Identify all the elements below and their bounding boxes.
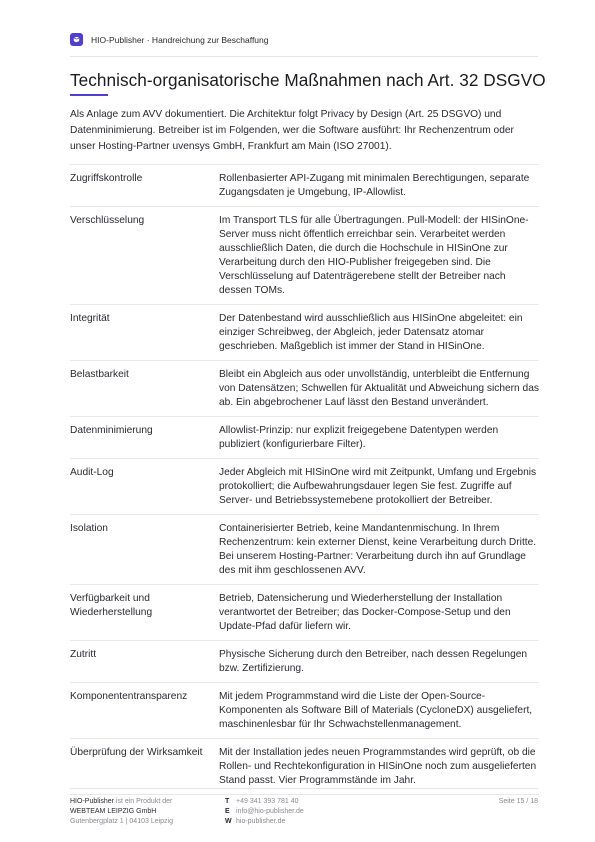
measure-row [70,361,539,417]
page-title: Technisch-organisatorische Maßnahmen nach Art. 32 DSGVO [70,70,546,90]
measure-row [70,641,539,683]
measure-label: Datenminimierung [70,417,219,459]
measure-description: Jeder Abgleich mit HISinOne wird mit Zeitpunkt, Umfang und Ergebnis protokolliert; die Aufbewahrungsdauer legen Sie fest. Zugriffe auf Server- und Betriebssystemebene protokolliert der Betreiber. [219,459,539,515]
measure-row [70,739,539,795]
contact-key: W [225,818,232,825]
measure-label: Zutritt [70,641,219,683]
measure-description: Physische Sicherung durch den Betreiber, nach dessen Regelungen bzw. Zertifizierung. [219,641,539,683]
measure-description: Allowlist-Prinzip: nur explizit freigegebene Datentypen werden publiziert (konfigurierbare Filter). [219,417,539,459]
measure-description: Betrieb, Datensicherung und Wiederherstellung der Installation verantwortet der Betreiber; das Docker-Compose-Setup und den Update-Pfad dafür liefern wir. [219,585,539,641]
measure-row [70,683,539,739]
footer-address: Gutenbergplatz 1 | 04103 Leipzig [70,818,174,825]
contact-email-link[interactable]: info@hio-publisher.de [236,808,304,815]
measure-row [70,417,539,459]
measure-description: Im Transport TLS für alle Übertragungen. Pull-Modell: der HISinOne-Server muss nicht öffentlich erreichbar sein. Verarbeitet werden ausschließlich Daten, die durch die Hochschule in HISinOne zur Verarbeitung durch den HIO-Publisher freigegeben sind. Die Verschlüsselung auf Datenträgerebene stellt der Betreiber nach dessen TOMs. [219,207,539,305]
measure-description: Rollenbasierter API-Zugang mit minimalen Berechtigungen, separate Zugangsdaten je Umgebung, IP-Allowlist. [219,165,539,207]
measure-description: Mit der Installation jedes neuen Programmstandes wird geprüft, ob die Rollen- und Rechtekonfiguration in HISinOne noch zum ausgelieferten Stand passt. Vier Programmstände im Jahr. [219,739,539,795]
app-logo-icon [70,33,83,46]
measure-row [70,207,539,305]
contact-key: T [225,798,230,805]
measure-label: Audit-Log [70,459,219,515]
measure-row [70,165,539,207]
measure-label: Belastbarkeit [70,361,219,417]
footer-contacts [225,797,304,827]
measure-row [70,459,539,515]
footer-company-name: WEBTEAM LEIPZIG GmbH [70,808,157,815]
measure-label: Verschlüsselung [70,207,219,305]
footer-divider [70,788,538,789]
measure-description: Mit jedem Programmstand wird die Liste der Open-Source-Komponenten als Software Bill of Materials (CycloneDX) ausgeliefert, maschinenlesbar für Ihr Schwachstellenmanagement. [219,683,539,739]
header-divider [70,56,538,57]
footer-product-suffix: ist ein Produkt der [113,798,173,805]
measure-label: Zugriffskontrolle [70,165,219,207]
header-text: HIO-Publisher · Handreichung zur Beschaffung [91,34,269,45]
measure-row [70,305,539,361]
measure-label: Integrität [70,305,219,361]
title-accent-bar [70,94,108,96]
contact-website-link[interactable]: hio-publisher.de [236,818,286,825]
contact-phone[interactable]: +49 341 393 781 40 [236,798,299,805]
measure-description: Containerisierter Betrieb, keine Mandantenmischung. In Ihrem Rechenzentrum: kein externer Dienst, keine Verarbeitung durch Dritte. Bei unserem Hosting-Partner: Verarbeitung durch ihn auf Grundlage des mit ihm geschlossenen AVV. [219,515,539,585]
page-header [70,33,525,46]
measure-label: Isolation [70,515,219,585]
measure-label: Komponententransparenz [70,683,219,739]
footer-product: HIO-Publisher [70,798,114,805]
measure-description: Bleibt ein Abgleich aus oder unvollständig, unterbleibt die Entfernung von Datensätzen; Schwellen für Aktualität und Abweichung sichern das ab. Ein abgebrochener Lauf lässt den Bestand unverändert. [219,361,539,417]
measure-label: Überprüfung der Wirksamkeit [70,739,219,795]
measure-row [70,515,539,585]
footer-company [70,797,173,827]
measure-row [70,585,539,641]
intro-paragraph: Als Anlage zum AVV dokumentiert. Die Architektur folgt Privacy by Design (Art. 25 DSGVO) und Datenminimierung. Betreiber ist im Folgenden, wer die Software ausführt: Ihr Rechenzentrum oder unser Hosting-Partner uvensys GmbH, Frankfurt am Main (ISO 27001). [70,109,514,152]
measure-label: Verfügbarkeit und Wiederherstellung [70,585,219,641]
page-number: Seite 15 / 18 [498,798,538,805]
measures-table [70,164,539,795]
contact-key: E [225,808,230,815]
measure-description: Der Datenbestand wird ausschließlich aus HISinOne abgeleitet: ein einziger Schreibweg, der Abgleich, jeder Datensatz atomar geschrieben. Maßgeblich ist immer der Stand in HISinOne. [219,305,539,361]
